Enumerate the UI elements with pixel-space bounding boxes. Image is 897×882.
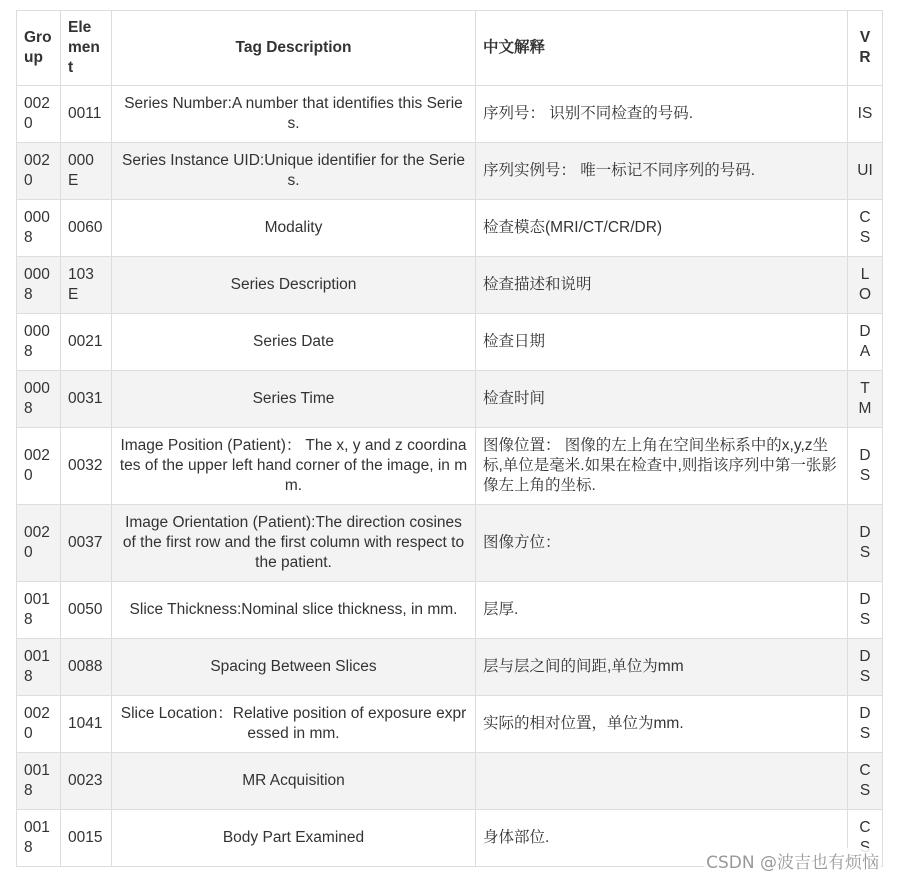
element-cell: 0050 bbox=[61, 582, 112, 639]
table-row bbox=[17, 505, 883, 582]
vr-cell: TM bbox=[848, 371, 883, 428]
header-row bbox=[17, 11, 883, 86]
chinese-cell: 图像方位： bbox=[476, 505, 848, 582]
vr-cell: DA bbox=[848, 314, 883, 371]
group-cell: 0018 bbox=[17, 582, 61, 639]
group-cell: 0018 bbox=[17, 639, 61, 696]
group-cell: 0008 bbox=[17, 200, 61, 257]
table-row bbox=[17, 200, 883, 257]
vr-cell: DS bbox=[848, 696, 883, 753]
element-cell: 0037 bbox=[61, 505, 112, 582]
chinese-cell: 层与层之间的间距,单位为mm bbox=[476, 639, 848, 696]
chinese-cell: 实际的相对位置，单位为mm. bbox=[476, 696, 848, 753]
description-cell: MR Acquisition bbox=[112, 753, 476, 810]
element-cell: 000E bbox=[61, 143, 112, 200]
description-cell: Image Orientation (Patient):The direction cosines of the first row and the first column with respect to the patient. bbox=[112, 505, 476, 582]
group-cell: 0008 bbox=[17, 314, 61, 371]
chinese-cell: 图像位置： 图像的左上角在空间坐标系中的x,y,z坐标,单位是毫米.如果在检查中,则指该序列中第一张影像左上角的坐标. bbox=[476, 428, 848, 505]
chinese-cell bbox=[476, 753, 848, 810]
description-cell: Image Position (Patient)： The x, y and z coordinates of the upper left hand corner of the image, in mm. bbox=[112, 428, 476, 505]
table-row bbox=[17, 314, 883, 371]
chinese-cell: 身体部位. bbox=[476, 810, 848, 867]
chinese-cell: 检查描述和说明 bbox=[476, 257, 848, 314]
group-cell: 0020 bbox=[17, 143, 61, 200]
table-body bbox=[17, 86, 883, 867]
description-cell: Series Instance UID:Unique identifier for the Series. bbox=[112, 143, 476, 200]
chinese-cell: 检查时间 bbox=[476, 371, 848, 428]
chinese-cell: 检查模态(MRI/CT/CR/DR) bbox=[476, 200, 848, 257]
header-element: Element bbox=[61, 11, 112, 86]
vr-cell: DS bbox=[848, 582, 883, 639]
table-row bbox=[17, 428, 883, 505]
group-cell: 0018 bbox=[17, 810, 61, 867]
header-tag-description: Tag Description bbox=[112, 11, 476, 86]
header-chinese: 中文解释 bbox=[476, 11, 848, 86]
table-row bbox=[17, 86, 883, 143]
vr-cell: DS bbox=[848, 505, 883, 582]
table-row bbox=[17, 371, 883, 428]
dicom-tag-table bbox=[16, 10, 883, 867]
group-cell: 0020 bbox=[17, 505, 61, 582]
description-cell: Body Part Examined bbox=[112, 810, 476, 867]
chinese-cell: 序列实例号： 唯一标记不同序列的号码. bbox=[476, 143, 848, 200]
vr-cell: DS bbox=[848, 639, 883, 696]
description-cell: Spacing Between Slices bbox=[112, 639, 476, 696]
element-cell: 0011 bbox=[61, 86, 112, 143]
element-cell: 1041 bbox=[61, 696, 112, 753]
element-cell: 0021 bbox=[61, 314, 112, 371]
header-vr: VR bbox=[848, 11, 883, 86]
table-row bbox=[17, 639, 883, 696]
table-row bbox=[17, 696, 883, 753]
chinese-cell: 检查日期 bbox=[476, 314, 848, 371]
element-cell: 0088 bbox=[61, 639, 112, 696]
group-cell: 0020 bbox=[17, 86, 61, 143]
element-cell: 0015 bbox=[61, 810, 112, 867]
vr-cell: IS bbox=[848, 86, 883, 143]
group-cell: 0008 bbox=[17, 371, 61, 428]
group-cell: 0018 bbox=[17, 753, 61, 810]
element-cell: 0023 bbox=[61, 753, 112, 810]
chinese-cell: 序列号： 识别不同检查的号码. bbox=[476, 86, 848, 143]
chinese-cell: 层厚. bbox=[476, 582, 848, 639]
description-cell: Series Description bbox=[112, 257, 476, 314]
description-cell: Series Number:A number that identifies this Series. bbox=[112, 86, 476, 143]
group-cell: 0020 bbox=[17, 428, 61, 505]
element-cell: 0032 bbox=[61, 428, 112, 505]
table-row bbox=[17, 753, 883, 810]
element-cell: 0060 bbox=[61, 200, 112, 257]
element-cell: 0031 bbox=[61, 371, 112, 428]
description-cell: Slice Thickness:Nominal slice thickness, in mm. bbox=[112, 582, 476, 639]
vr-cell: C bbox=[848, 810, 883, 867]
vr-cell: UI bbox=[848, 143, 883, 200]
description-cell: Series Date bbox=[112, 314, 476, 371]
vr-cell: LO bbox=[848, 257, 883, 314]
vr-cell: DS bbox=[848, 428, 883, 505]
description-cell: Modality bbox=[112, 200, 476, 257]
table-row bbox=[17, 257, 883, 314]
vr-cell: CS bbox=[848, 200, 883, 257]
element-cell: 103E bbox=[61, 257, 112, 314]
description-cell: Slice Location：Relative position of exposure expressed in mm. bbox=[112, 696, 476, 753]
description-cell: Series Time bbox=[112, 371, 476, 428]
group-cell: 0020 bbox=[17, 696, 61, 753]
header-group: Group bbox=[17, 11, 61, 86]
vr-cell: CS bbox=[848, 753, 883, 810]
group-cell: 0008 bbox=[17, 257, 61, 314]
table-row bbox=[17, 143, 883, 200]
table-row bbox=[17, 582, 883, 639]
watermark: CSDN @波吉也有烦恼 bbox=[704, 848, 881, 873]
